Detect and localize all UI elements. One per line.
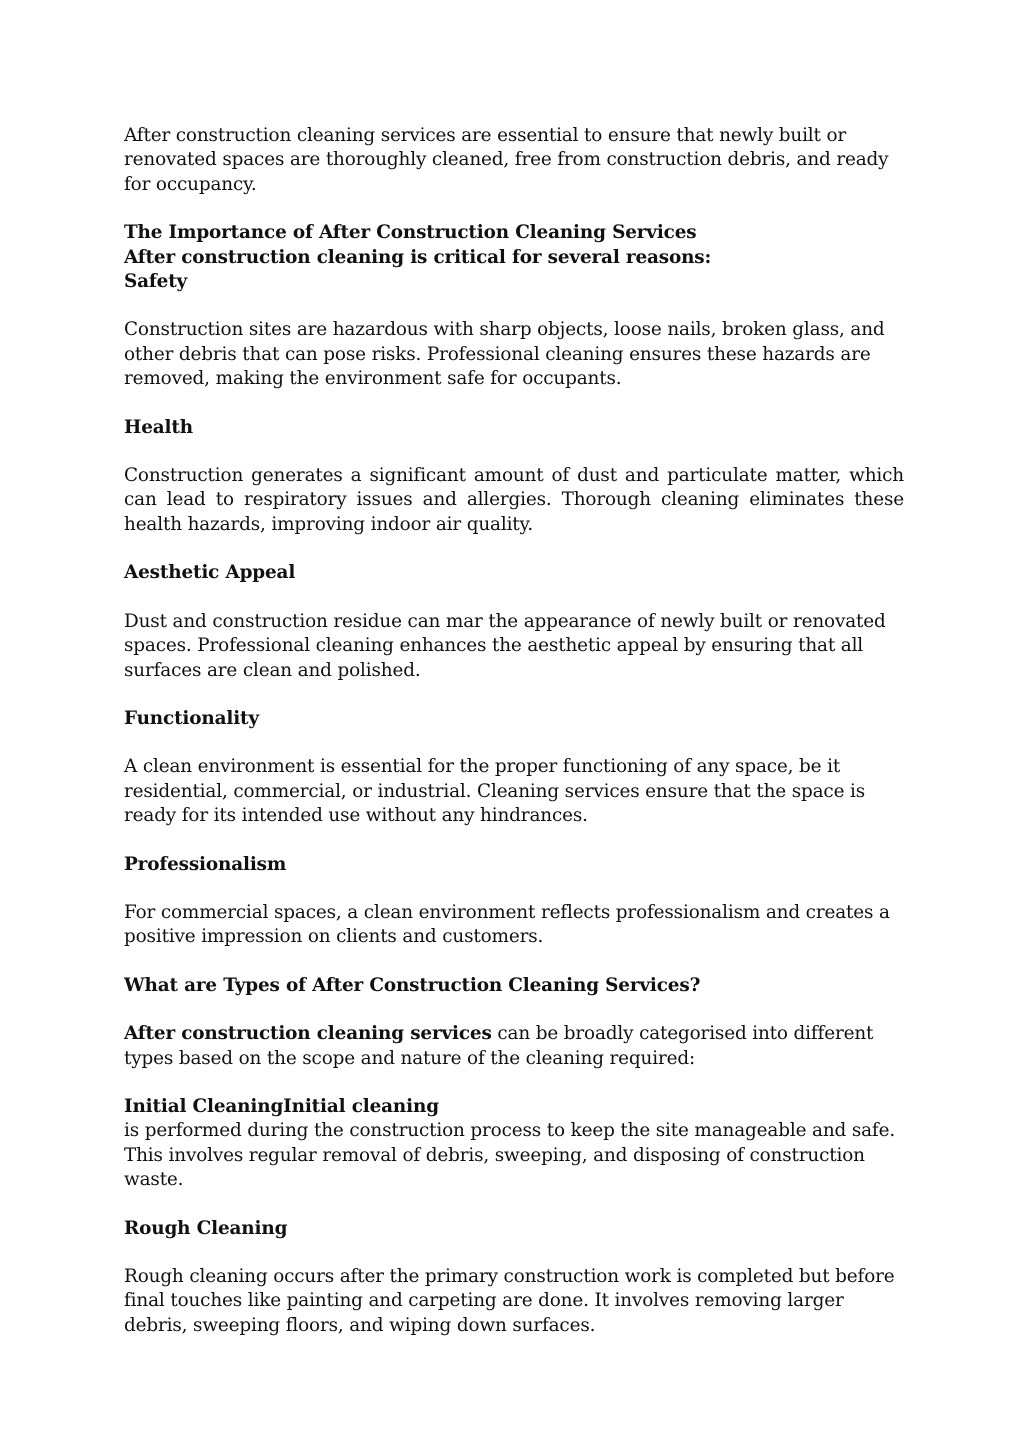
functionality-paragraph: A clean environment is essential for the proper functioning of any space, be it residential, commercial, or industrial. Cleaning services ensure that the space is ready for its intended use without any hindrances. (124, 756, 866, 827)
importance-heading: The Importance of After Construction Cleaning Services (124, 222, 697, 244)
types-intro-paragraph (124, 1022, 904, 1071)
aesthetic-heading: Aesthetic Appeal (124, 562, 296, 584)
safety-paragraph: Construction sites are hazardous with sharp objects, loose nails, broken glass, and other debris that can pose risks. Professional cleaning ensures these hazards are removed, making the environment safe for occupants. (124, 319, 885, 390)
health-heading: Health (124, 416, 193, 438)
rough-cleaning-heading: Rough Cleaning (124, 1217, 288, 1239)
functionality-heading: Functionality (124, 707, 259, 729)
importance-subheading: After construction cleaning is critical for several reasons: (124, 246, 712, 268)
types-heading: What are Types of After Construction Cleaning Services? (124, 974, 701, 996)
rough-cleaning-paragraph: Rough cleaning occurs after the primary construction work is completed but before final touches like painting and carpeting are done. It involves removing larger debris, sweeping floors, and wiping down surfaces. (124, 1266, 895, 1336)
professionalism-heading: Professionalism (124, 853, 287, 875)
health-paragraph: Construction generates a significant amount of dust and particulate matter, which can lead to respiratory issues and allergies. Thorough cleaning eliminates these health hazards, improving indoor air quality. (124, 465, 904, 535)
aesthetic-paragraph: Dust and construction residue can mar the appearance of newly built or renovated spaces. Professional cleaning enhances the aesthetic appeal by ensuring that all surfaces are clean and polished. (124, 610, 886, 681)
types-intro-rest: can be broadly categorised into different types based on the scope and nature of the cleaning required: (124, 1023, 874, 1069)
initial-cleaning-paragraph: is performed during the construction process to keep the site manageable and safe. This involves regular removal of debris, sweeping, and disposing of construction waste. (124, 1120, 896, 1191)
types-intro-bold: After construction cleaning services (124, 1023, 492, 1045)
document-page (124, 124, 904, 1338)
safety-heading: Safety (124, 271, 188, 293)
intro-paragraph: After construction cleaning services are essential to ensure that newly built or renovated spaces are thoroughly cleaned, free from construction debris, and ready for occupancy. (124, 125, 889, 195)
initial-cleaning-heading: Initial CleaningInitial cleaning (124, 1095, 439, 1117)
professionalism-paragraph: For commercial spaces, a clean environment reflects professionalism and creates a positive impression on clients and customers. (124, 901, 890, 948)
